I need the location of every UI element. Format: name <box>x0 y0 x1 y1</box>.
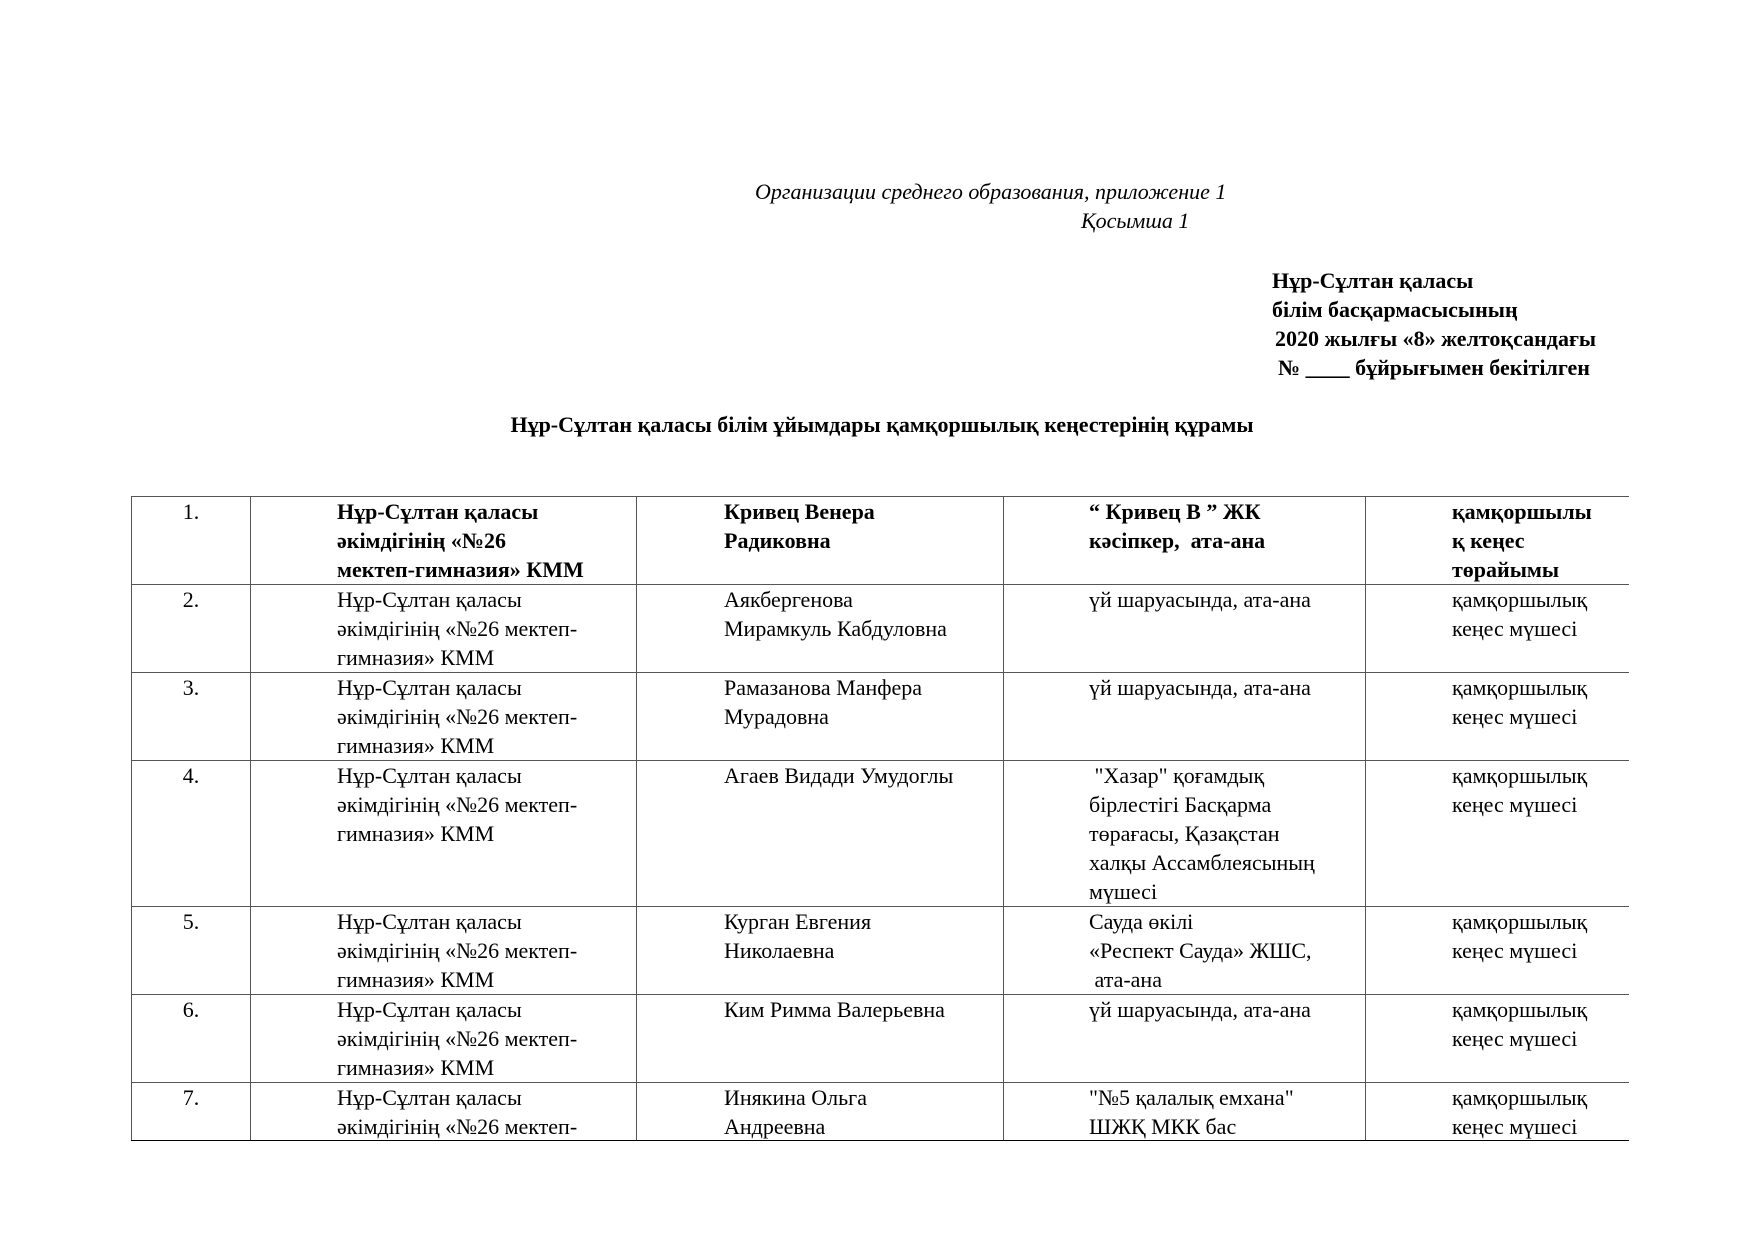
board-role-cell <box>1366 995 1630 1083</box>
row-number: 2. <box>182 587 200 612</box>
board-table-body <box>132 497 1630 1142</box>
row-number: 7. <box>182 1085 200 1110</box>
board-role-cell <box>1366 673 1630 761</box>
board-role: қамқоршылы қ кеңес төрайымы <box>1452 499 1592 582</box>
table-row <box>132 673 1630 761</box>
row-number-cell <box>132 761 251 907</box>
organization-name: Нұр-Сұлтан қаласы әкімдігінің «№26 мектеп- <box>337 1085 578 1139</box>
document-title: Нұр-Сұлтан қаласы білім ұйымдары қамқоршылық кеңестерінің құрамы <box>510 412 1254 437</box>
board-members-table <box>131 496 1629 1141</box>
board-role-cell <box>1366 497 1630 585</box>
row-number-cell <box>132 497 251 585</box>
board-role: қамқоршылық кеңес мүшесі <box>1452 1085 1588 1139</box>
organization-name: Нұр-Сұлтан қаласы әкімдігінің «№26 мектеп- гимназия» КММ <box>337 675 578 758</box>
member-occupation: "Хазар" қоғамдық бірлестігі Басқарма төрағасы, Қазақстан халқы Ассамблеясының мүшесі <box>1089 763 1315 904</box>
member-name: Курган Евгения Николаевна <box>724 909 872 963</box>
board-role-cell <box>1366 1083 1630 1142</box>
approval-line-date: 2020 жылғы «8» желтоқсандағы <box>1275 326 1597 351</box>
member-name-cell <box>637 585 1004 673</box>
board-role-cell <box>1366 585 1630 673</box>
member-name: Аякбергенова Мирамкуль Кабдуловна <box>724 587 947 641</box>
member-occupation: үй шаруасында, ата-ана <box>1089 997 1311 1022</box>
member-occupation: Сауда өкілі «Респект Сауда» ЖШС, ата-ана <box>1089 909 1312 992</box>
board-role: қамқоршылық кеңес мүшесі <box>1452 587 1588 641</box>
member-name: Агаев Видади Умудоглы <box>724 763 954 788</box>
approval-line-order: № ____ бұйрығымен бекітілген <box>1278 355 1590 380</box>
board-role: қамқоршылық кеңес мүшесі <box>1452 909 1588 963</box>
organization-cell <box>251 907 637 995</box>
occupation-cell <box>1004 585 1366 673</box>
member-name: Рамазанова Манфера Мурадовна <box>724 675 923 729</box>
row-number-cell <box>132 995 251 1083</box>
table-row <box>132 995 1630 1083</box>
board-role: қамқоршылық кеңес мүшесі <box>1452 997 1588 1051</box>
occupation-cell <box>1004 1083 1366 1142</box>
row-number-cell <box>132 1083 251 1142</box>
member-occupation: үй шаруасында, ата-ана <box>1089 587 1311 612</box>
board-role: қамқоршылық кеңес мүшесі <box>1452 675 1588 729</box>
organization-cell <box>251 497 637 585</box>
row-number-cell <box>132 907 251 995</box>
occupation-cell <box>1004 497 1366 585</box>
organization-cell <box>251 585 637 673</box>
organization-cell <box>251 1083 637 1142</box>
organization-cell <box>251 761 637 907</box>
row-number: 6. <box>182 997 200 1022</box>
member-occupation: "№5 қалалық емхана" ШЖҚ МКК бас <box>1089 1085 1294 1139</box>
table-row <box>132 497 1630 585</box>
organization-name: Нұр-Сұлтан қаласы әкімдігінің «№26 мектеп- гимназия» КММ <box>337 763 578 846</box>
board-role-cell <box>1366 907 1630 995</box>
row-number-cell <box>132 673 251 761</box>
board-table-wrapper <box>131 496 1629 1141</box>
board-role-cell <box>1366 761 1630 907</box>
organization-name: Нұр-Сұлтан қаласы әкімдігінің «№26 мектеп- гимназия» КММ <box>337 909 578 992</box>
member-name-cell <box>637 1083 1004 1142</box>
organization-cell <box>251 673 637 761</box>
approval-block <box>1272 266 1596 382</box>
organization-cell <box>251 995 637 1083</box>
board-role: қамқоршылық кеңес мүшесі <box>1452 763 1588 817</box>
member-name: Кривец Венера Радиковна <box>724 499 875 553</box>
member-occupation: үй шаруасында, ата-ана <box>1089 675 1311 700</box>
member-name-cell <box>637 761 1004 907</box>
table-row <box>132 907 1630 995</box>
row-number: 3. <box>182 675 200 700</box>
occupation-cell <box>1004 673 1366 761</box>
row-number: 4. <box>182 763 200 788</box>
member-name-cell <box>637 497 1004 585</box>
appendix-line-ru: Организации среднего образования, приложение 1 <box>755 179 1227 204</box>
member-name-cell <box>637 995 1004 1083</box>
member-name: Инякина Ольга Андреевна <box>724 1085 867 1139</box>
organization-name: Нұр-Сұлтан қаласы әкімдігінің «№26 мектеп- гимназия» КММ <box>337 997 578 1080</box>
member-name: Ким Римма Валерьевна <box>724 997 945 1022</box>
approval-line-city: Нұр-Сұлтан қаласы <box>1272 268 1474 293</box>
row-number: 1. <box>182 499 200 524</box>
organization-name: Нұр-Сұлтан қаласы әкімдігінің «№26 мектеп-гимназия» КММ <box>337 499 584 582</box>
member-name-cell <box>637 673 1004 761</box>
appendix-line-kz: Қосымша 1 <box>1081 208 1190 233</box>
table-row <box>132 1083 1630 1142</box>
approval-line-department: білім басқармасысының <box>1272 297 1518 322</box>
organization-name: Нұр-Сұлтан қаласы әкімдігінің «№26 мектеп- гимназия» КММ <box>337 587 578 670</box>
occupation-cell <box>1004 761 1366 907</box>
occupation-cell <box>1004 995 1366 1083</box>
table-row <box>132 761 1630 907</box>
member-occupation: “ Кривец В ” ЖК кәсіпкер, ата-ана <box>1089 499 1266 553</box>
row-number-cell <box>132 585 251 673</box>
occupation-cell <box>1004 907 1366 995</box>
member-name-cell <box>637 907 1004 995</box>
table-row <box>132 585 1630 673</box>
row-number: 5. <box>182 909 200 934</box>
